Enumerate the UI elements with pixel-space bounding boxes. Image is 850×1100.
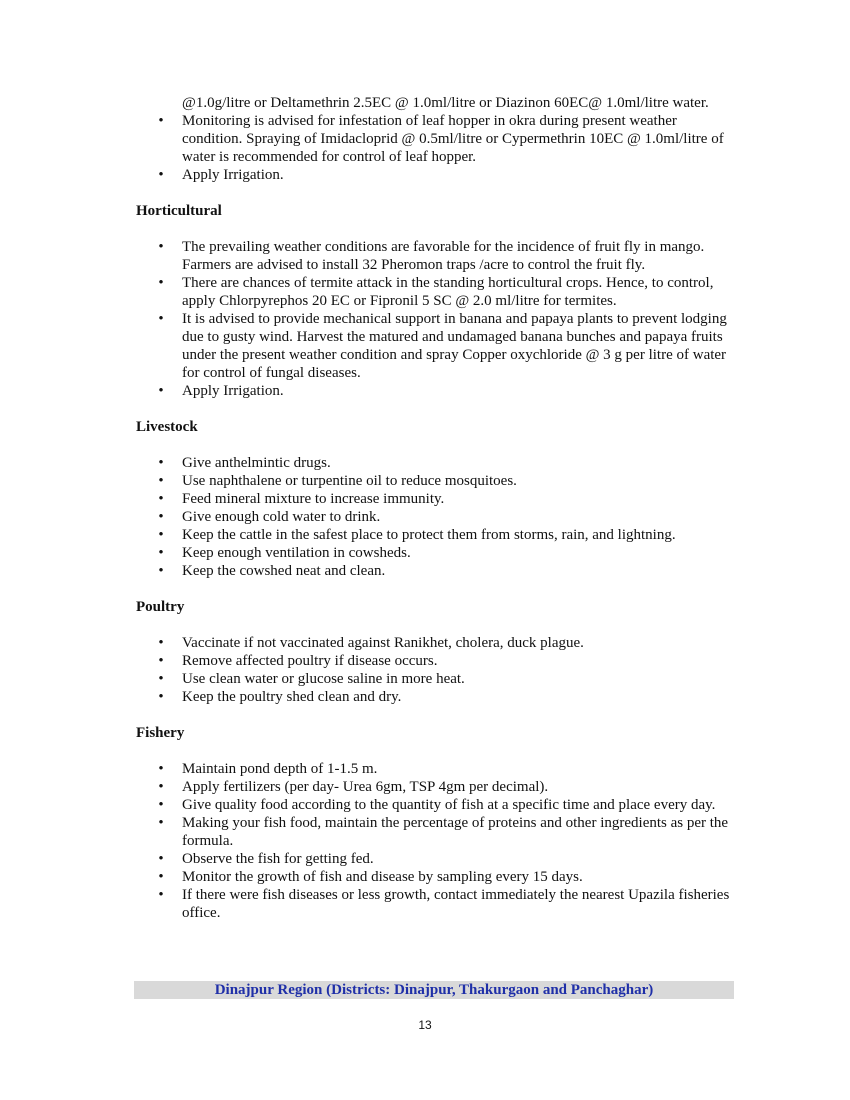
list-item-text: Remove affected poultry if disease occurs. — [182, 653, 438, 669]
page-number: 13 — [418, 1018, 432, 1032]
list-item — [136, 778, 736, 796]
list-item — [136, 544, 736, 562]
bullet-icon: • — [158, 455, 164, 471]
list-item-text: Apply Irrigation. — [182, 167, 284, 183]
list-item — [136, 634, 736, 652]
list-item — [136, 526, 736, 544]
section-heading: Livestock — [136, 419, 198, 435]
section-bullet-list — [136, 760, 736, 922]
list-item — [136, 166, 736, 184]
document-body — [136, 94, 736, 922]
list-item-text: Use naphthalene or turpentine oil to reduce mosquitoes. — [182, 473, 517, 489]
list-item-text: Apply Irrigation. — [182, 383, 284, 399]
bullet-icon: • — [158, 653, 164, 669]
list-item-text: Vaccinate if not vaccinated against Ranikhet, cholera, duck plague. — [182, 635, 584, 651]
list-item-text: Give quality food according to the quantity of fish at a specific time and place every day. — [182, 797, 716, 813]
section-fishery — [136, 724, 736, 922]
list-item-text: Give enough cold water to drink. — [182, 509, 381, 525]
list-item-text: Keep the cowshed neat and clean. — [182, 563, 386, 579]
bullet-icon: • — [158, 275, 164, 291]
bullet-icon: • — [158, 509, 164, 525]
bullet-icon: • — [158, 491, 164, 507]
bullet-icon: • — [158, 239, 164, 255]
list-item — [136, 382, 736, 400]
list-item — [136, 850, 736, 868]
section-horticultural — [136, 202, 736, 400]
list-item — [136, 868, 736, 886]
section-bullet-list — [136, 454, 736, 580]
bullet-icon: • — [158, 869, 164, 885]
region-banner: Dinajpur Region (Districts: Dinajpur, Thakurgaon and Panchaghar) — [134, 981, 734, 999]
list-item-text: Keep the cattle in the safest place to protect them from storms, rain, and lightning. — [182, 527, 676, 543]
bullet-icon: • — [158, 887, 164, 903]
list-item-text: Observe the fish for getting fed. — [182, 851, 374, 867]
list-item — [136, 562, 736, 580]
bullet-icon: • — [158, 851, 164, 867]
bullet-icon: • — [158, 113, 164, 129]
list-item — [136, 688, 736, 706]
bullet-icon: • — [158, 383, 164, 399]
bullet-icon: • — [158, 635, 164, 651]
list-item-text: Maintain pond depth of 1-1.5 m. — [182, 761, 378, 777]
section-livestock — [136, 418, 736, 580]
bullet-icon: • — [158, 815, 164, 831]
list-item — [136, 472, 736, 490]
list-item-text: There are chances of termite attack in the standing horticultural crops. Hence, to control, apply Chlorpyrephos 20 EC or Fipronil 5 SC @ 2.0 ml/litre for termites. — [182, 275, 714, 309]
list-item-text: The prevailing weather conditions are favorable for the incidence of fruit fly in mango. Farmers are advised to install 32 Pheromon traps /acre to control the fruit fly. — [182, 239, 705, 273]
list-item — [136, 310, 736, 382]
list-item — [136, 490, 736, 508]
list-item — [136, 814, 736, 850]
list-item-text: Use clean water or glucose saline in more heat. — [182, 671, 465, 687]
list-item-text: Keep the poultry shed clean and dry. — [182, 689, 402, 705]
bullet-icon: • — [158, 689, 164, 705]
bullet-icon: • — [158, 563, 164, 579]
list-item-text: Monitor the growth of fish and disease by sampling every 15 days. — [182, 869, 583, 885]
list-item-text: Feed mineral mixture to increase immunity. — [182, 491, 445, 507]
section-heading: Poultry — [136, 599, 185, 615]
list-item-text: Keep enough ventilation in cowsheds. — [182, 545, 411, 561]
section-heading: Horticultural — [136, 203, 222, 219]
bullet-icon: • — [158, 167, 164, 183]
bullet-icon: • — [158, 311, 164, 327]
section-heading: Fishery — [136, 725, 185, 741]
section-bullet-list — [136, 238, 736, 400]
list-item-text: If there were fish diseases or less growth, contact immediately the nearest Upazila fisheries office. — [182, 887, 730, 921]
bullet-icon: • — [158, 671, 164, 687]
bullet-icon: • — [158, 527, 164, 543]
list-item-text: Monitoring is advised for infestation of leaf hopper in okra during present weather condition. Spraying of Imidacloprid @ 0.5ml/litre or Cypermethrin 10EC @ 1.0ml/litre of water is recommended for control of leaf hopper. — [182, 113, 724, 165]
list-item-text: Making your fish food, maintain the percentage of proteins and other ingredients as per the formula. — [182, 815, 729, 849]
list-item — [136, 886, 736, 922]
list-item — [136, 238, 736, 274]
list-item — [136, 670, 736, 688]
list-item — [136, 760, 736, 778]
list-item-text: Give anthelmintic drugs. — [182, 455, 331, 471]
bullet-icon: • — [158, 473, 164, 489]
list-item — [136, 508, 736, 526]
bullet-icon: • — [158, 779, 164, 795]
bullet-icon: • — [158, 761, 164, 777]
intro-bullet-list — [136, 112, 736, 184]
list-item — [136, 112, 736, 166]
section-poultry — [136, 598, 736, 706]
list-item — [136, 652, 736, 670]
bullet-icon: • — [158, 545, 164, 561]
bullet-icon: • — [158, 797, 164, 813]
list-item-text: It is advised to provide mechanical support in banana and papaya plants to prevent lodging due to gusty wind. Harvest the matured and undamaged banana bunches and papaya fruits under the present weather condition and spray Copper oxychloride @ 3 g per litre of water for control of fungal diseases. — [182, 311, 727, 381]
sections-container — [136, 202, 736, 922]
section-bullet-list — [136, 634, 736, 706]
list-item — [136, 796, 736, 814]
list-item — [136, 454, 736, 472]
list-item — [136, 274, 736, 310]
continuation-text: @1.0g/litre or Deltamethrin 2.5EC @ 1.0ml/litre or Diazinon 60EC@ 1.0ml/litre water. — [182, 95, 709, 111]
list-item-text: Apply fertilizers (per day- Urea 6gm, TSP 4gm per decimal). — [182, 779, 549, 795]
